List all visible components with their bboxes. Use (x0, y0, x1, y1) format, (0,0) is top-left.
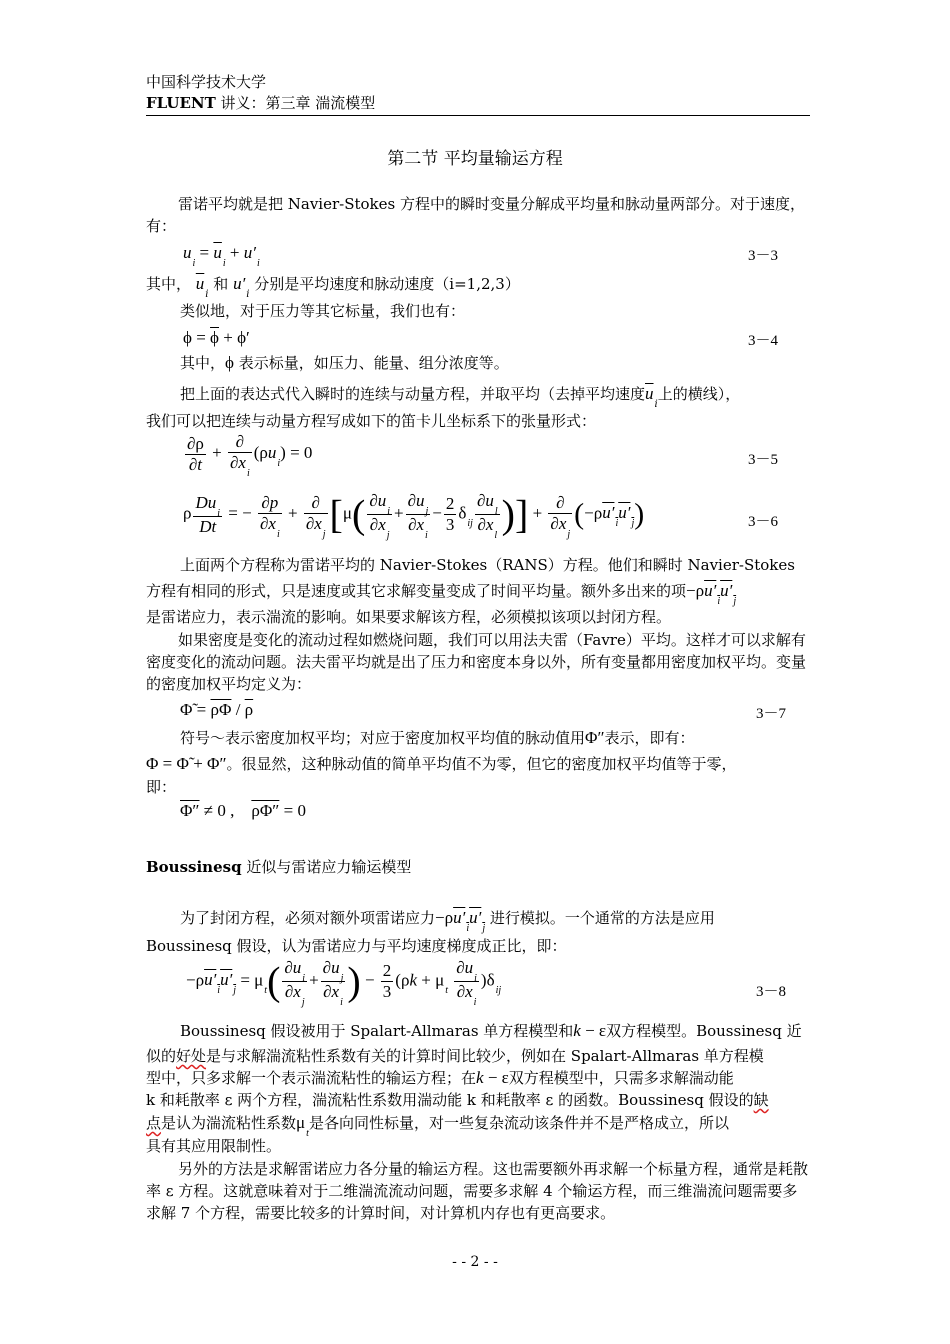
paragraph-substitute-a: 把上面的表达式代入瞬时的连续与动量方程，并取平均（去掉平均速度$\overline{u}_i$上的横线）， (180, 384, 741, 410)
paragraph-favre: 如果密度是变化的流动过程如燃烧问题，我们可以用法夫雷（Favre）平均。这样才可以求解有密度变化的流动问题。法夫雷平均就是出了压力和密度本身以外，所有变量都用密度加权平均。变量的密度加权平均定义为： (146, 631, 807, 693)
p9-b: 进行模拟。一个通常的方法是应用 (489, 909, 715, 927)
paragraph-boussinesq-e: 点是认为湍流粘性系数$\mu_t$是各向同性标量，对一些复杂流动该条件并不是严格成立，所以 (146, 1113, 729, 1139)
p8-c: 。很显然，这种脉动值的简单平均值不为零，但它的密度加权平均值等于零， (226, 755, 737, 773)
p4-prefix: 其中， (180, 354, 226, 372)
paragraph-closure-b: Boussinesq 假设，认为雷诺应力与平均速度梯度成正比，即： (146, 937, 567, 955)
equation-3-3: $u_i = \overline{u}_i + u'_i$ (183, 243, 260, 269)
paragraph-tilde-a: 符号～表示密度加权平均；对应于密度加权平均值的脉动值用Φ″表示，即有： (180, 728, 695, 747)
equation-3-5: $\frac{\partial\rho}{\partial t}$ + $\frac{\partial}{\partial x_i}$ $(\rho u_i) = 0$ (187, 432, 313, 479)
paragraph-reynolds-intro: 雷诺平均就是把 Navier-Stokes 方程中的瞬时变量分解成平均量和脉动量两部分。对于速度，有： (146, 195, 805, 235)
page-number: - - 2 - - (452, 1254, 498, 1270)
subsection-title-rest: 近似与雷诺应力输运模型 (241, 858, 412, 876)
header-university: 中国科学技术大学 (146, 73, 267, 91)
p2-suffix: 分别是平均速度和脉动速度（i=1,2,3） (254, 275, 520, 293)
equation-3-8: $-\rho u'_iu'_j = \mu_t$( $\frac{\partial u_i}{\partial x_j}$ + $\frac{\partial u_j}{\partial x_i}$ ) − $\frac{2}{3}$ ($\rho k + \mu_t$ $\frac{\partial u_i}{\partial x_i}$ )$\delta_{ij}$ (186, 958, 502, 1008)
paragraph-boussinesq-f: 具有其应用限制性。 (146, 1137, 282, 1155)
subsection-title-bold: Boussinesq (146, 858, 242, 876)
equation-number-3-8: 3－8 (756, 984, 787, 1000)
equation-3-7: Φ̃ = $\overline{\rho\Phi} / \overline{\rho}$ (180, 700, 254, 719)
header-course-bold: FLUENT (146, 94, 216, 112)
p9-a: 为了封闭方程，必须对额外项雷诺应力 (180, 909, 436, 927)
paragraph-boussinesq-c: 型中，只多求解一个表示湍流粘性的输运方程；在k − ε双方程模型中，只需多求解湍动能 (146, 1068, 734, 1087)
section-title: 第二节 平均量输运方程 (387, 149, 563, 169)
p10-e: k 和耗散率 ε 两个方程，湍流粘性系数用湍动能 k 和耗散率 ε 的函数。Boussinesq 假设的 (146, 1091, 754, 1109)
paragraph-closure-a: 为了封闭方程，必须对额外项雷诺应力$-\rho u'_iu'_j$ 进行模拟。一个通常的方法是应用 (180, 908, 715, 934)
highlight-advantage: 好处 (176, 1047, 207, 1065)
p8-a: 符号～表示密度加权平均；对应于密度加权平均值的脉动值用 (180, 729, 586, 747)
header-rule (146, 115, 810, 116)
p8-b: 表示，即有： (604, 729, 695, 747)
p10-c1: 似的 (146, 1047, 177, 1065)
paragraph-reynolds-stress-transport: 另外的方法是求解雷诺应力各分量的输运方程。这也需要额外再求解一个标量方程，通常是耗散率 ε 方程。这就意味着对于二维湍流流动问题，需要多求解 4 个输运方程，而三维湍流问题需要多求解 7 个方程，需要比较多的计算时间，对计算机内存也有更高要求。 (146, 1160, 809, 1222)
paragraph-rans-c: 是雷诺应力，表示湍流的影响。如果要求解该方程，必须模拟该项以封闭方程。 (146, 608, 672, 626)
paragraph-boussinesq-d (146, 1089, 769, 1111)
equation-number-3-3: 3－3 (748, 248, 779, 264)
p2-mid: 和 (213, 275, 229, 293)
paragraph-substitute-b: 我们可以把连续与动量方程写成如下的笛卡儿坐标系下的张量形式： (146, 412, 597, 430)
p10-d2: 双方程模型中，只需多求解湍动能 (508, 1069, 734, 1087)
equation-number-3-7: 3－7 (756, 706, 787, 722)
header-course (146, 93, 375, 113)
p10-d1: 型中，只多求解一个表示湍流粘性的输运方程；在 (146, 1069, 477, 1087)
paragraph-rans-b: 方程有相同的形式，只是速度或其它求解变量变成了时间平均量。额外多出来的项$-\rho u'_iu'_j$ (146, 581, 737, 607)
equation-3-6: ρ $\frac{Du_i}{Dt}$ = − $\frac{\partial p}{\partial x_i}$ + $\frac{\partial}{\partial x_j}$ [μ( $\frac{\partial u_i}{\partial x_j}$ + $\frac{\partial u_j}{\partial x_i}$ − $\frac{2}{3}$ $\delta_{ij}$ $\frac{\partial u_l}{\partial x_l}$ )] + $\frac{\partial}{\partial x_j}$ $(-\rho u'_iu'_j)$ (183, 491, 645, 541)
equation-number-3-6: 3－6 (748, 514, 779, 530)
paragraph-scalar-definition: 其中，ϕ 表示标量，如压力、能量、组分浓度等。 (180, 353, 509, 372)
paragraph-tilde-c: 即： (146, 778, 177, 796)
equation-3-4: $\phi = \overline{\phi} + \phi'$ (183, 328, 250, 347)
p4-suffix: 表示标量，如压力、能量、组分浓度等。 (238, 354, 509, 372)
paragraph-boussinesq-b (146, 1045, 764, 1067)
paragraph-tilde-b: Φ = Φ̃ + Φ″。很显然，这种脉动值的简单平均值不为零，但它的密度加权平均值等于零， (146, 754, 737, 773)
paragraph-velocity-definitions: 其中， $\overline{u}_i$ 和 $u'_i$ 分别是平均速度和脉动速度（i=1,2,3） (146, 274, 520, 300)
paragraph-boussinesq-a: Boussinesq 假设被用于 Spalart-Allmaras 单方程模型和k − ε双方程模型。Boussinesq 近 (180, 1021, 802, 1040)
p5-a: 把上面的表达式代入瞬时的连续与动量方程，并取平均（去掉平均速度 (180, 385, 646, 403)
paragraph-rans-a: 上面两个方程称为雷诺平均的 Navier-Stokes（RANS）方程。他们和瞬时 Navier-Stokes (180, 556, 795, 574)
p10-b: 双方程模型。Boussinesq 近 (606, 1022, 802, 1040)
equation-number-3-5: 3－5 (748, 452, 779, 468)
paragraph-scalar-intro: 类似地，对于压力等其它标量，我们也有： (180, 302, 466, 320)
p10-a: Boussinesq 假设被用于 Spalart-Allmaras 单方程模型和 (180, 1022, 574, 1040)
header-course-rest: 讲义：第三章 湍流模型 (215, 94, 376, 112)
p2-prefix: 其中， (146, 275, 192, 293)
highlight-disadvantage-b: 点 (146, 1114, 162, 1132)
p10-f3: 是各向同性标量，对一些复杂流动该条件并不是严格成立，所以 (308, 1114, 729, 1132)
p10-c3: 是与求解湍流粘性系数有关的计算时间比较少，例如在 Spalart-Allmaras 单方程模 (206, 1047, 764, 1065)
subsection-title (146, 856, 411, 877)
highlight-disadvantage-a: 缺 (753, 1091, 769, 1109)
p10-f2: 是认为湍流粘性系数 (161, 1114, 297, 1132)
equation-number-3-4: 3－4 (748, 333, 779, 349)
p6-b: 方程有相同的形式，只是速度或其它求解变量变成了时间平均量。额外多出来的项 (146, 582, 687, 600)
p5-b: 上的横线）， (657, 385, 741, 403)
equation-favre-mean: Φ″ ≠ 0 , ρΦ″ = 0 (180, 801, 306, 820)
